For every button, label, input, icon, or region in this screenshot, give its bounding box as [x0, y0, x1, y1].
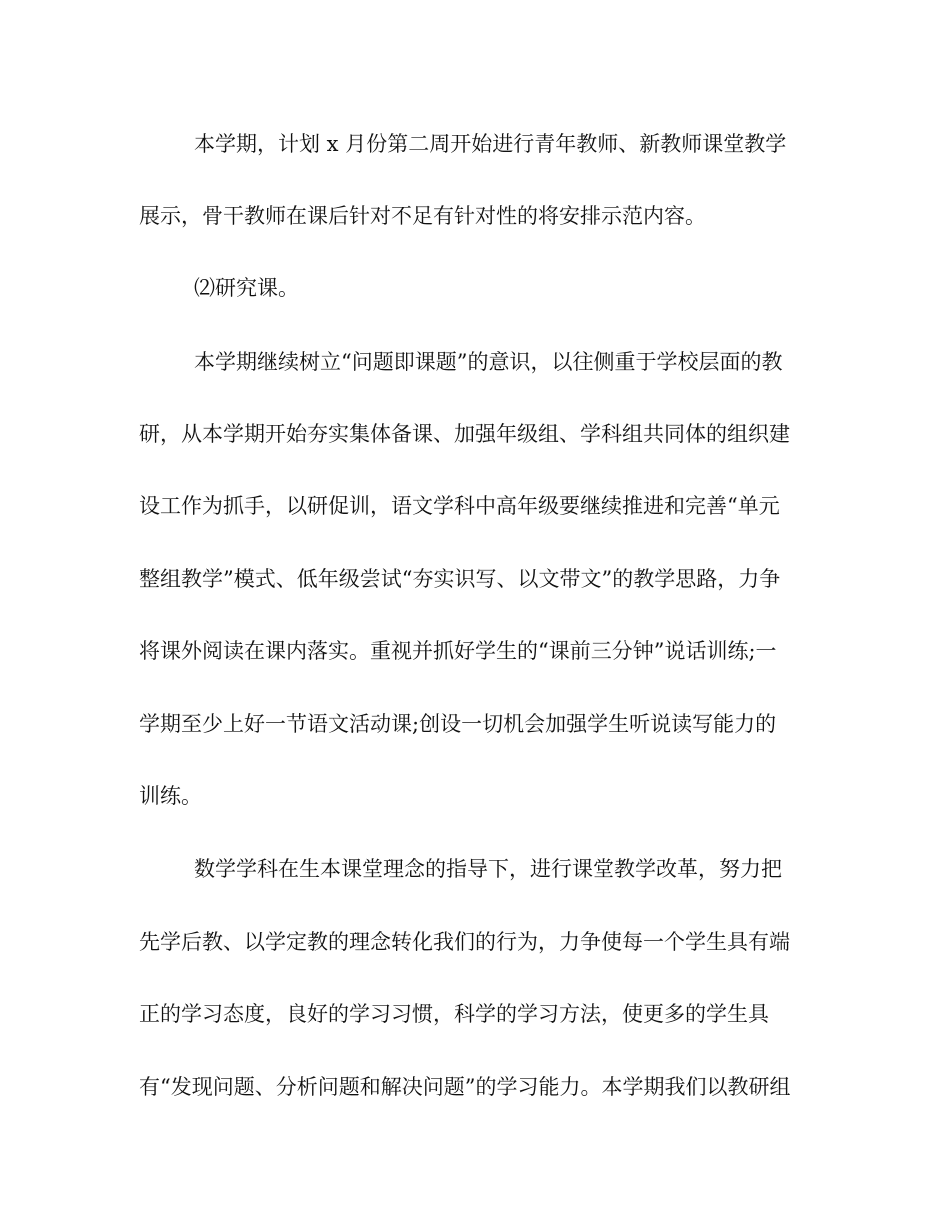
paragraph-line: 将课外阅读在课内落实。重视并抓好学生的“课前三分钟”说话训练;一 — [139, 639, 777, 663]
paragraph-line: 学期至少上好一节语文活动课;创设一切机会加强学生听说读写能力的 — [139, 712, 777, 736]
paragraph-line: 训练。 — [139, 784, 202, 808]
paragraph-line: 展示，骨干教师在课后针对不足有针对性的将安排示范内容。 — [139, 204, 706, 228]
paragraph-line: 研，从本学期开始夯实集体备课、加强年级组、学科组共同体的组织建 — [139, 422, 790, 446]
paragraph-line: 整组教学”模式、低年级尝试“夯实识写、以文带文”的教学思路，力争 — [139, 567, 781, 591]
paragraph-line: ⑵研究课。 — [194, 276, 299, 300]
paragraph-line: 先学后教、以学定教的理念转化我们的行为，力争使每一个学生具有端 — [139, 930, 790, 954]
paragraph-line: 本学期继续树立“问题即课题”的意识，以往侧重于学校层面的教 — [194, 350, 783, 374]
paragraph-line: 正的学习态度，良好的学习习惯，科学的学习方法，使更多的学生具 — [139, 1002, 769, 1026]
paragraph-line: 本学期，计划 x 月份第二周开始进行青年教师、新教师课堂教学 — [194, 132, 787, 156]
paragraph-line: 有“发现问题、分析问题和解决问题”的学习能力。本学期我们以教研组 — [139, 1075, 791, 1099]
paragraph-line: 设工作为抓手，以研促训，语文学科中高年级要继续推进和完善“单元 — [139, 494, 780, 518]
paragraph-line: 数学学科在生本课堂理念的指导下，进行课堂教学改革，努力把 — [194, 857, 782, 881]
